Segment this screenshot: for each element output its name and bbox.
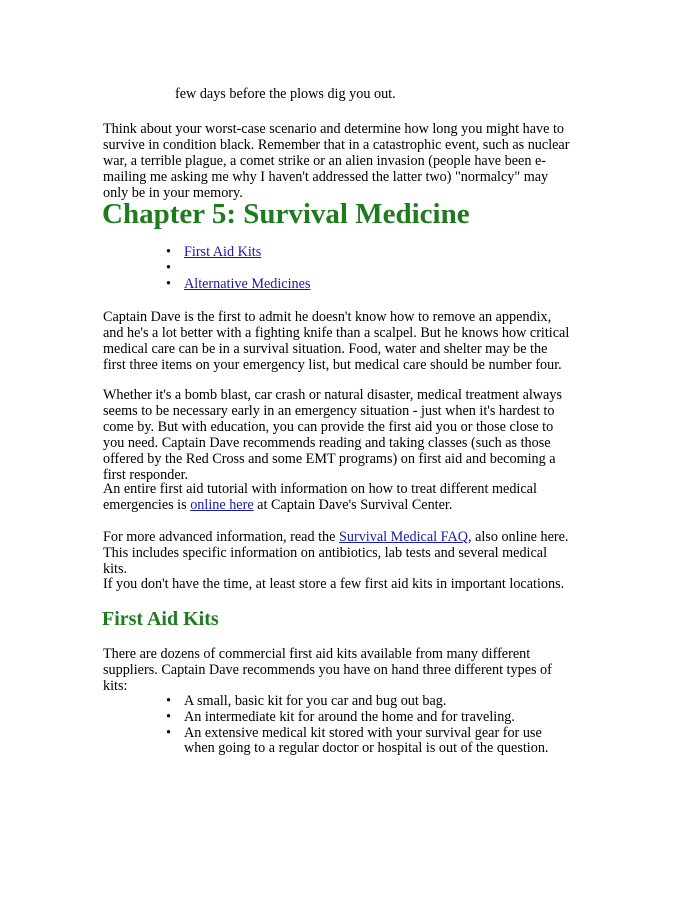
bullet-icon: • xyxy=(166,724,171,741)
chapter-toc-list xyxy=(165,245,575,292)
online-here-link[interactable]: online here xyxy=(190,497,254,513)
paragraph-captain-dave: Captain Dave is the first to admit he doesn't know how to remove an appendix, and he's a lot better with a fighting knife than a scalpel. But he knows how critical medical care can be in a survival situation. Food, water and shelter may be the first three items on your emergency list, but medical care should be number four. xyxy=(103,309,570,373)
list-item: • An intermediate kit for around the home and for traveling. xyxy=(166,708,515,725)
chapter-title: Chapter 5: Survival Medicine xyxy=(102,198,470,230)
toc-item xyxy=(165,261,575,277)
bullet-icon: • xyxy=(166,259,171,276)
kits-list xyxy=(165,694,575,757)
paragraph-advanced: For more advanced information, read the Survival Medical FAQ, also online here. This includes specific information on antibiotics, lab tests and several medical kits. xyxy=(103,529,569,577)
toc-item xyxy=(165,245,575,261)
section-title-first-aid-kits: First Aid Kits xyxy=(102,608,219,630)
bullet-icon: • xyxy=(166,708,171,725)
bullet-icon: • xyxy=(166,244,171,260)
paragraph-tutorial: An entire first aid tutorial with information on how to treat different medical emergencies is online here at Captain Dave's Survival Center. xyxy=(103,481,537,513)
toc-item xyxy=(165,277,575,293)
continued-text: few days before the plows dig you out. xyxy=(175,86,396,102)
paragraph-worst-case: Think about your worst-case scenario and determine how long you might have to survive in condition black. Remember that in a catastrophic event, such as nuclear war, a terrible plague, a comet strike or an alien invasion (people have been e-mailing me asking me why I haven't addressed the latter two) "normalcy" may only be in your memory. xyxy=(103,121,570,201)
list-item: • An extensive medical kit stored with your survival gear for use when going to a regular doctor or hospital is out of the question. xyxy=(166,724,549,757)
paragraph-bomb-blast: Whether it's a bomb blast, car crash or natural disaster, medical treatment always seems to be necessary early in an emergency situation - just when it's hardest to come by. But with education, you can provide the first aid you or those close to you need. Captain Dave recommends reading and taking classes (such as those offered by the Red Cross and some EMT programs) on first aid and becoming a first responder. xyxy=(103,387,562,483)
bullet-icon: • xyxy=(166,693,171,709)
list-item: • A small, basic kit for you car and bug out bag. xyxy=(166,693,447,709)
survival-medical-faq-link[interactable]: Survival Medical FAQ xyxy=(338,529,468,545)
paragraph-dozens-kits: There are dozens of commercial first aid kits available from many different suppliers. Captain Dave recommends you have on hand three different types of kits: xyxy=(103,646,552,694)
toc-link-alternative-medicines[interactable]: Alternative Medicines xyxy=(184,275,311,292)
toc-link-first-aid-kits[interactable]: First Aid Kits xyxy=(184,244,262,260)
paragraph-no-time: If you don't have the time, at least store a few first aid kits in important locations. xyxy=(103,576,565,592)
bullet-icon: • xyxy=(166,275,171,292)
